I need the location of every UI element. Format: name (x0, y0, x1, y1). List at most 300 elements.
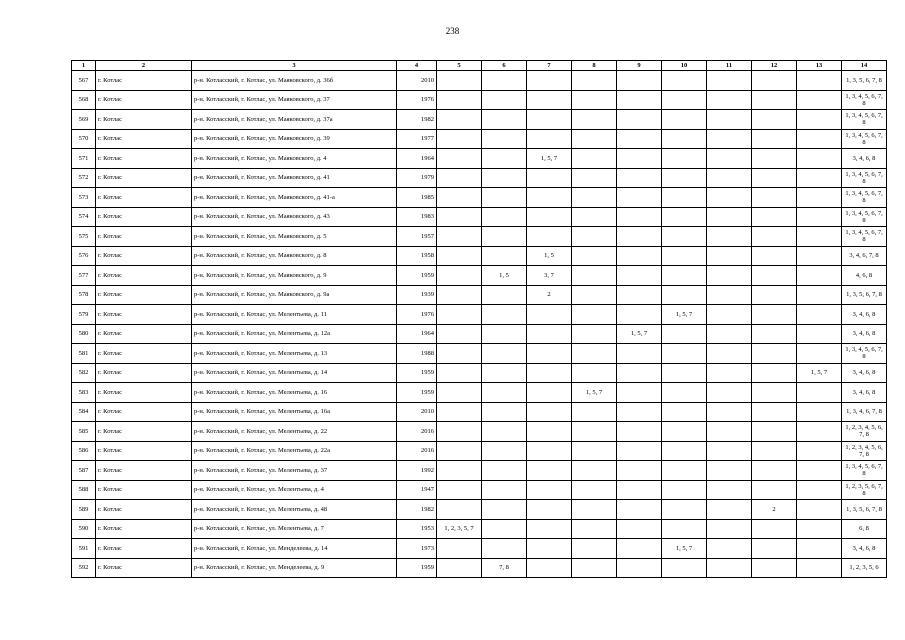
column-header: 11 (707, 61, 752, 71)
address-cell: р-н. Котласский, г. Котлас, ул. Менделеева, д. 14 (192, 539, 397, 559)
cell-col13 (797, 539, 842, 559)
cell-col7 (527, 539, 572, 559)
row-number: 592 (72, 558, 96, 578)
row-number: 587 (72, 461, 96, 481)
cell-col9 (617, 285, 662, 305)
cell-col14: 1, 2, 3, 5, 6 (842, 558, 887, 578)
town-cell: г. Котлас (96, 383, 192, 403)
table-row (72, 149, 887, 169)
cell-col12 (752, 149, 797, 169)
cell-col14: 3, 4, 6, 8 (842, 324, 887, 344)
year-cell: 1939 (397, 285, 437, 305)
column-header: 3 (192, 61, 397, 71)
cell-col6 (482, 344, 527, 364)
table-row (72, 227, 887, 247)
town-cell: г. Котлас (96, 246, 192, 266)
cell-col14: 1, 3, 4, 6, 7, 8 (842, 402, 887, 422)
cell-col10 (662, 363, 707, 383)
cell-col9 (617, 207, 662, 227)
cell-col9 (617, 266, 662, 286)
table-row (72, 402, 887, 422)
address-cell: р-н. Котласский, г. Котлас, ул. Маяковского, д. 9а (192, 285, 397, 305)
cell-col10 (662, 383, 707, 403)
table-row (72, 539, 887, 559)
cell-col5 (437, 227, 482, 247)
cell-col9 (617, 500, 662, 520)
cell-col5 (437, 188, 482, 208)
town-cell: г. Котлас (96, 422, 192, 442)
cell-col9 (617, 168, 662, 188)
cell-col6 (482, 461, 527, 481)
cell-col8 (572, 246, 617, 266)
cell-col13 (797, 441, 842, 461)
town-cell: г. Котлас (96, 227, 192, 247)
cell-col10 (662, 344, 707, 364)
cell-col13 (797, 207, 842, 227)
cell-col13 (797, 344, 842, 364)
cell-col13 (797, 246, 842, 266)
year-cell: 1983 (397, 207, 437, 227)
address-cell: р-н. Котласский, г. Котлас, ул. Маяковского, д. 36б (192, 71, 397, 91)
town-cell: г. Котлас (96, 441, 192, 461)
cell-col13 (797, 461, 842, 481)
cell-col6 (482, 90, 527, 110)
cell-col9 (617, 539, 662, 559)
cell-col10 (662, 266, 707, 286)
cell-col7 (527, 363, 572, 383)
cell-col11 (707, 402, 752, 422)
town-cell: г. Котлас (96, 500, 192, 520)
cell-col12 (752, 558, 797, 578)
address-cell: р-н. Котласский, г. Котлас, ул. Мелентьева, д. 12а (192, 324, 397, 344)
cell-col9 (617, 558, 662, 578)
table-row (72, 344, 887, 364)
cell-col6 (482, 324, 527, 344)
cell-col6 (482, 129, 527, 149)
cell-col8 (572, 519, 617, 539)
year-cell: 1959 (397, 266, 437, 286)
address-cell: р-н. Котласский, г. Котлас, ул. Мелентьева, д. 13 (192, 344, 397, 364)
table-row (72, 461, 887, 481)
cell-col5 (437, 402, 482, 422)
cell-col6 (482, 422, 527, 442)
cell-col8 (572, 422, 617, 442)
row-number: 590 (72, 519, 96, 539)
cell-col12 (752, 402, 797, 422)
cell-col11 (707, 383, 752, 403)
register-table (71, 60, 887, 578)
column-header: 10 (662, 61, 707, 71)
cell-col11 (707, 266, 752, 286)
cell-col12 (752, 90, 797, 110)
cell-col13 (797, 558, 842, 578)
cell-col7: 1, 5 (527, 246, 572, 266)
town-cell: г. Котлас (96, 461, 192, 481)
town-cell: г. Котлас (96, 149, 192, 169)
cell-col6 (482, 188, 527, 208)
cell-col14: 1, 3, 5, 6, 7, 8 (842, 285, 887, 305)
cell-col11 (707, 519, 752, 539)
cell-col5 (437, 168, 482, 188)
cell-col11 (707, 324, 752, 344)
cell-col6 (482, 110, 527, 130)
table-row (72, 71, 887, 91)
cell-col5 (437, 441, 482, 461)
cell-col10 (662, 149, 707, 169)
cell-col14: 3, 4, 6, 8 (842, 363, 887, 383)
table-row (72, 383, 887, 403)
cell-col8 (572, 168, 617, 188)
year-cell: 2016 (397, 422, 437, 442)
cell-col14: 1, 3, 4, 5, 6, 7, 8 (842, 188, 887, 208)
cell-col13 (797, 305, 842, 325)
cell-col8 (572, 480, 617, 500)
row-number: 574 (72, 207, 96, 227)
cell-col12 (752, 207, 797, 227)
cell-col14: 3, 4, 6, 8 (842, 383, 887, 403)
year-cell: 1953 (397, 519, 437, 539)
address-cell: р-н. Котласский, г. Котлас, ул. Маяковского, д. 5 (192, 227, 397, 247)
town-cell: г. Котлас (96, 324, 192, 344)
cell-col12 (752, 246, 797, 266)
cell-col14: 1, 2, 3, 5, 6, 7, 8 (842, 480, 887, 500)
year-cell: 1959 (397, 383, 437, 403)
cell-col7 (527, 402, 572, 422)
town-cell: г. Котлас (96, 539, 192, 559)
year-cell: 1988 (397, 344, 437, 364)
row-number: 570 (72, 129, 96, 149)
address-cell: р-н. Котласский, г. Котлас, ул. Маяковского, д. 37 (192, 90, 397, 110)
town-cell: г. Котлас (96, 71, 192, 91)
cell-col10: 1, 5, 7 (662, 539, 707, 559)
cell-col6 (482, 227, 527, 247)
cell-col6 (482, 149, 527, 169)
cell-col6 (482, 539, 527, 559)
address-cell: р-н. Котласский, г. Котлас, ул. Мелентьева, д. 37 (192, 461, 397, 481)
year-cell: 1959 (397, 363, 437, 383)
cell-col14: 1, 3, 4, 5, 6, 7, 8 (842, 129, 887, 149)
column-header: 13 (797, 61, 842, 71)
cell-col8 (572, 461, 617, 481)
cell-col9 (617, 383, 662, 403)
cell-col10: 1, 5, 7 (662, 305, 707, 325)
column-header: 8 (572, 61, 617, 71)
cell-col11 (707, 422, 752, 442)
cell-col5 (437, 480, 482, 500)
cell-col13 (797, 90, 842, 110)
cell-col6 (482, 500, 527, 520)
address-cell: р-н. Котласский, г. Котлас, ул. Маяковского, д. 39 (192, 129, 397, 149)
town-cell: г. Котлас (96, 558, 192, 578)
row-number: 571 (72, 149, 96, 169)
cell-col11 (707, 246, 752, 266)
cell-col12 (752, 519, 797, 539)
cell-col8 (572, 363, 617, 383)
town-cell: г. Котлас (96, 90, 192, 110)
cell-col12 (752, 285, 797, 305)
cell-col12 (752, 441, 797, 461)
cell-col13 (797, 324, 842, 344)
row-number: 567 (72, 71, 96, 91)
cell-col10 (662, 188, 707, 208)
cell-col7 (527, 207, 572, 227)
cell-col12 (752, 324, 797, 344)
cell-col6 (482, 71, 527, 91)
cell-col10 (662, 71, 707, 91)
year-cell: 1982 (397, 110, 437, 130)
cell-col8 (572, 227, 617, 247)
cell-col11 (707, 188, 752, 208)
town-cell: г. Котлас (96, 305, 192, 325)
cell-col10 (662, 168, 707, 188)
cell-col7 (527, 383, 572, 403)
address-cell: р-н. Котласский, г. Котлас, ул. Мелентьева, д. 4 (192, 480, 397, 500)
year-cell: 1957 (397, 227, 437, 247)
cell-col5 (437, 324, 482, 344)
year-cell: 2016 (397, 441, 437, 461)
cell-col12 (752, 383, 797, 403)
cell-col7 (527, 344, 572, 364)
town-cell: г. Котлас (96, 402, 192, 422)
cell-col11 (707, 207, 752, 227)
cell-col10 (662, 285, 707, 305)
cell-col6 (482, 441, 527, 461)
row-number: 581 (72, 344, 96, 364)
cell-col11 (707, 285, 752, 305)
cell-col9 (617, 227, 662, 247)
cell-col14: 1, 3, 5, 6, 7, 8 (842, 500, 887, 520)
row-number: 583 (72, 383, 96, 403)
cell-col13 (797, 519, 842, 539)
year-cell: 1958 (397, 246, 437, 266)
cell-col6 (482, 305, 527, 325)
cell-col8 (572, 188, 617, 208)
cell-col9 (617, 149, 662, 169)
cell-col5 (437, 285, 482, 305)
table-row (72, 90, 887, 110)
cell-col8 (572, 90, 617, 110)
cell-col13 (797, 110, 842, 130)
cell-col14: 1, 3, 5, 6, 7, 8 (842, 71, 887, 91)
year-cell: 1976 (397, 90, 437, 110)
address-cell: р-н. Котласский, г. Котлас, ул. Маяковского, д. 4 (192, 149, 397, 169)
cell-col6 (482, 383, 527, 403)
column-header: 7 (527, 61, 572, 71)
cell-col14: 4, 6, 8 (842, 266, 887, 286)
cell-col9 (617, 305, 662, 325)
cell-col10 (662, 558, 707, 578)
cell-col13 (797, 188, 842, 208)
table-row (72, 305, 887, 325)
cell-col5 (437, 363, 482, 383)
cell-col13 (797, 266, 842, 286)
cell-col14: 1, 3, 4, 5, 6, 7, 8 (842, 90, 887, 110)
cell-col7 (527, 558, 572, 578)
cell-col8 (572, 558, 617, 578)
cell-col7 (527, 480, 572, 500)
address-cell: р-н. Котласский, г. Котлас, ул. Мелентьева, д. 22а (192, 441, 397, 461)
cell-col13 (797, 285, 842, 305)
year-cell: 1979 (397, 168, 437, 188)
cell-col12 (752, 422, 797, 442)
year-cell: 1985 (397, 188, 437, 208)
cell-col11 (707, 110, 752, 130)
cell-col5 (437, 344, 482, 364)
column-header: 2 (96, 61, 192, 71)
cell-col8 (572, 402, 617, 422)
cell-col14: 6, 8 (842, 519, 887, 539)
row-number: 582 (72, 363, 96, 383)
cell-col8 (572, 539, 617, 559)
cell-col12 (752, 110, 797, 130)
cell-col13 (797, 480, 842, 500)
cell-col10 (662, 402, 707, 422)
cell-col5 (437, 71, 482, 91)
column-header: 4 (397, 61, 437, 71)
cell-col5 (437, 558, 482, 578)
cell-col8 (572, 500, 617, 520)
cell-col10 (662, 422, 707, 442)
address-cell: р-н. Котласский, г. Котлас, ул. Маяковского, д. 43 (192, 207, 397, 227)
cell-col12 (752, 227, 797, 247)
table-row (72, 110, 887, 130)
cell-col10 (662, 480, 707, 500)
cell-col11 (707, 168, 752, 188)
cell-col5 (437, 305, 482, 325)
row-number: 585 (72, 422, 96, 442)
cell-col11 (707, 71, 752, 91)
cell-col11 (707, 227, 752, 247)
cell-col8 (572, 324, 617, 344)
cell-col14: 3, 4, 6, 8 (842, 149, 887, 169)
cell-col12 (752, 461, 797, 481)
cell-col14: 3, 4, 6, 7, 8 (842, 246, 887, 266)
row-number: 577 (72, 266, 96, 286)
cell-col8 (572, 71, 617, 91)
cell-col8: 1, 5, 7 (572, 383, 617, 403)
cell-col14: 1, 3, 4, 5, 6, 7, 8 (842, 344, 887, 364)
row-number: 569 (72, 110, 96, 130)
town-cell: г. Котлас (96, 285, 192, 305)
row-number: 578 (72, 285, 96, 305)
cell-col14: 1, 2, 3, 4, 5, 6, 7, 8 (842, 422, 887, 442)
column-header: 5 (437, 61, 482, 71)
table-row (72, 500, 887, 520)
cell-col7 (527, 71, 572, 91)
cell-col14: 1, 2, 3, 4, 5, 6, 7, 8 (842, 441, 887, 461)
cell-col13 (797, 402, 842, 422)
cell-col8 (572, 149, 617, 169)
cell-col7 (527, 227, 572, 247)
year-cell: 1977 (397, 129, 437, 149)
header-row (72, 61, 887, 71)
cell-col5 (437, 266, 482, 286)
cell-col9 (617, 188, 662, 208)
cell-col7 (527, 422, 572, 442)
cell-col5 (437, 110, 482, 130)
cell-col9 (617, 519, 662, 539)
column-header: 12 (752, 61, 797, 71)
cell-col5 (437, 461, 482, 481)
cell-col6: 1, 5 (482, 266, 527, 286)
address-cell: р-н. Котласский, г. Котлас, ул. Маяковского, д. 37а (192, 110, 397, 130)
row-number: 584 (72, 402, 96, 422)
table-row (72, 422, 887, 442)
cell-col9 (617, 461, 662, 481)
cell-col5 (437, 422, 482, 442)
cell-col11 (707, 441, 752, 461)
cell-col8 (572, 285, 617, 305)
row-number: 589 (72, 500, 96, 520)
address-cell: р-н. Котласский, г. Котлас, ул. Маяковского, д. 9 (192, 266, 397, 286)
row-number: 579 (72, 305, 96, 325)
cell-col12 (752, 188, 797, 208)
cell-col5 (437, 539, 482, 559)
cell-col5 (437, 207, 482, 227)
cell-col12: 2 (752, 500, 797, 520)
cell-col14: 1, 3, 4, 5, 6, 7, 8 (842, 168, 887, 188)
cell-col12 (752, 539, 797, 559)
cell-col8 (572, 266, 617, 286)
cell-col5 (437, 129, 482, 149)
year-cell: 1964 (397, 149, 437, 169)
town-cell: г. Котлас (96, 519, 192, 539)
cell-col5 (437, 246, 482, 266)
cell-col14: 1, 3, 4, 5, 6, 7, 8 (842, 461, 887, 481)
cell-col8 (572, 441, 617, 461)
cell-col9 (617, 480, 662, 500)
cell-col9 (617, 90, 662, 110)
address-cell: р-н. Котласский, г. Котлас, ул. Мелентьева, д. 22 (192, 422, 397, 442)
cell-col10 (662, 129, 707, 149)
table-row (72, 480, 887, 500)
table-row (72, 519, 887, 539)
cell-col7 (527, 461, 572, 481)
cell-col7 (527, 110, 572, 130)
address-cell: р-н. Котласский, г. Котлас, ул. Мелентьева, д. 48 (192, 500, 397, 520)
address-cell: р-н. Котласский, г. Котлас, ул. Мелентьева, д. 14 (192, 363, 397, 383)
cell-col11 (707, 461, 752, 481)
cell-col6 (482, 519, 527, 539)
row-number: 586 (72, 441, 96, 461)
town-cell: г. Котлас (96, 188, 192, 208)
cell-col11 (707, 305, 752, 325)
cell-col14: 1, 3, 4, 5, 6, 7, 8 (842, 110, 887, 130)
cell-col13 (797, 422, 842, 442)
cell-col10 (662, 207, 707, 227)
row-number: 575 (72, 227, 96, 247)
row-number: 588 (72, 480, 96, 500)
address-cell: р-н. Котласский, г. Котлас, ул. Мелентьева, д. 16 (192, 383, 397, 403)
year-cell: 1959 (397, 558, 437, 578)
cell-col9: 1, 5, 7 (617, 324, 662, 344)
cell-col11 (707, 539, 752, 559)
cell-col9 (617, 441, 662, 461)
year-cell: 1992 (397, 461, 437, 481)
cell-col6 (482, 285, 527, 305)
cell-col8 (572, 110, 617, 130)
cell-col7: 1, 5, 7 (527, 149, 572, 169)
year-cell: 1964 (397, 324, 437, 344)
cell-col10 (662, 90, 707, 110)
cell-col5 (437, 149, 482, 169)
address-cell: р-н. Котласский, г. Котлас, ул. Маяковского, д. 41-а (192, 188, 397, 208)
cell-col12 (752, 168, 797, 188)
year-cell: 1947 (397, 480, 437, 500)
town-cell: г. Котлас (96, 480, 192, 500)
table-row (72, 363, 887, 383)
cell-col6: 7, 8 (482, 558, 527, 578)
